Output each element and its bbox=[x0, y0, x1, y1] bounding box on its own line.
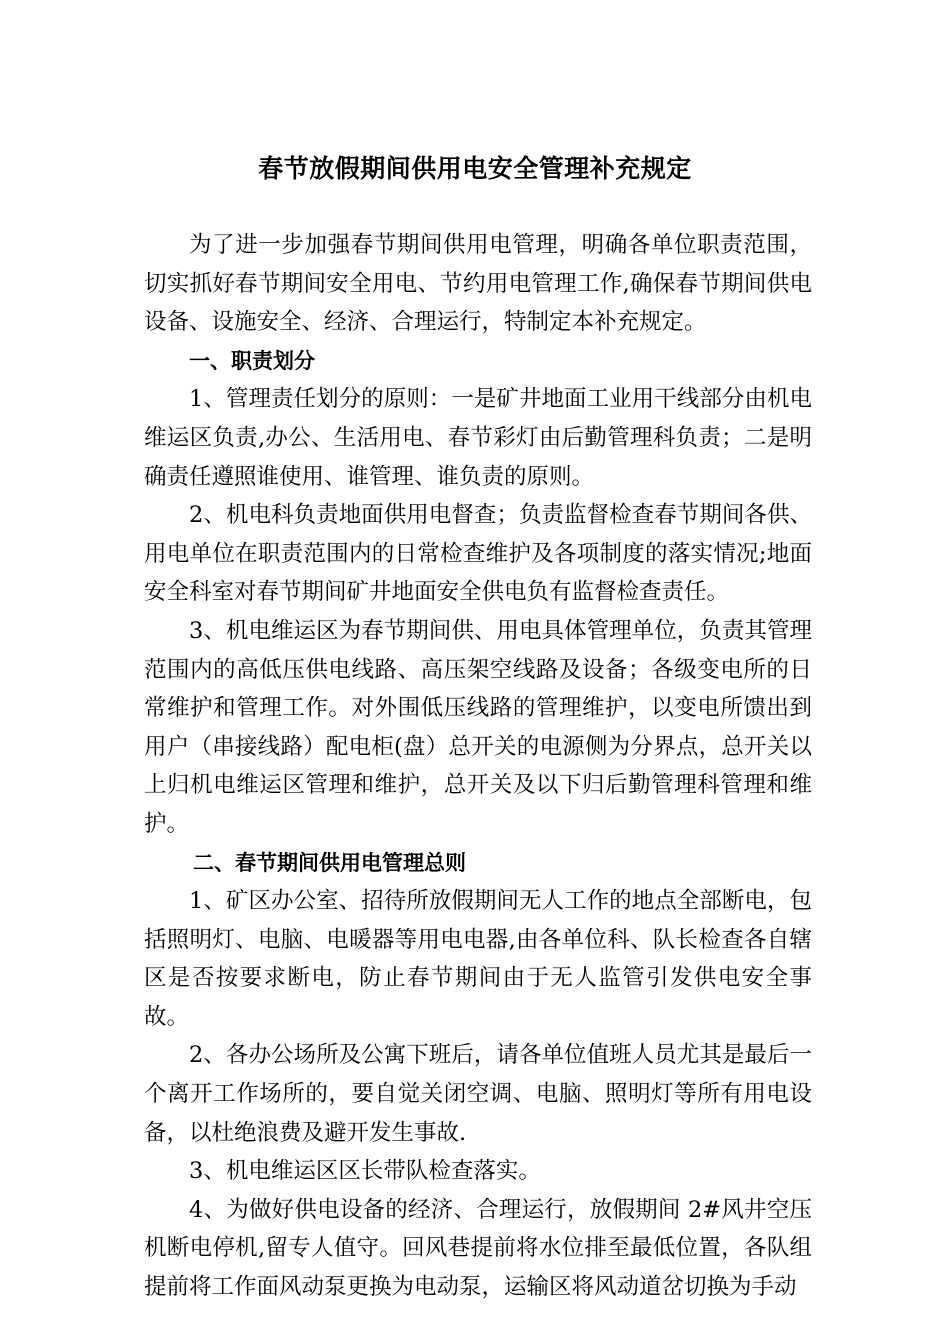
section2-item-3: 3、机电维运区区长带队检查落实。 bbox=[189, 1158, 541, 1185]
section2-item-4: 4、为做好供电设备的经济、合理运行，放假期间 2#风井空压机断电停机,留专人值守。回风巷提前将水位排至最低位置，各队组提前将工作面风动泵更换为电动泵，运输区将风动道岔切换为手动 bbox=[144, 1196, 812, 1301]
section1-item-2: 2、机电科负责地面供用电督查；负责监督检查春节期间各供、用电单位在职责范围内的日常检查维护及各项制度的落实情况;地面安全科室对春节期间矿井地面安全供电负有监督检查责任。 bbox=[144, 502, 812, 606]
section1-item-1: 1、管理责任划分的原则：一是矿井地面工业用干线部分由机电维运区负责,办公、生活用电、春节彩灯由后勤管理科负责；二是明确责任遵照谁使用、谁管理、谁负责的原则。 bbox=[144, 386, 812, 490]
section1-item-3: 3、机电维运区为春节期间供、用电具体管理单位，负责其管理范围内的高低压供电线路、高压架空线路及设备；各级变电所的日常维护和管理工作。对外围低压线路的管理维护，以变电所馈出到用户（串接线路）配电柜(盘）总开关的电源侧为分界点，总开关以上归机电维运区管理和维护，总开关及以下归后勤管理科管理和维护。 bbox=[144, 617, 812, 837]
document-title: 春节放假期间供用电安全管理补充规定 bbox=[258, 154, 692, 183]
section-heading-responsibilities: 一、职责划分 bbox=[189, 348, 315, 373]
section2-item-1: 1、矿区办公室、招待所放假期间无人工作的地点全部断电，包括照明灯、电脑、电暖器等用电电器,由各单位科、队长检查各自辖区是否按要求断电，防止春节期间由于无人监管引发供电安全事故。 bbox=[144, 888, 812, 1030]
intro-paragraph: 为了进一步加强春节期间供用电管理，明确各单位职责范围，切实抓好春节期间安全用电、节约用电管理工作,确保春节期间供电设备、设施安全、经济、合理运行，特制定本补充规定。 bbox=[144, 232, 812, 336]
section2-item-2: 2、各办公场所及公寓下班后，请各单位值班人员尤其是最后一个离开工作场所的，要自觉关闭空调、电脑、照明灯等所有用电设备，以杜绝浪费及避开发生事故. bbox=[144, 1042, 812, 1146]
section-heading-general-rules: 二、春节期间供用电管理总则 bbox=[193, 850, 466, 875]
document-body bbox=[144, 226, 812, 1307]
